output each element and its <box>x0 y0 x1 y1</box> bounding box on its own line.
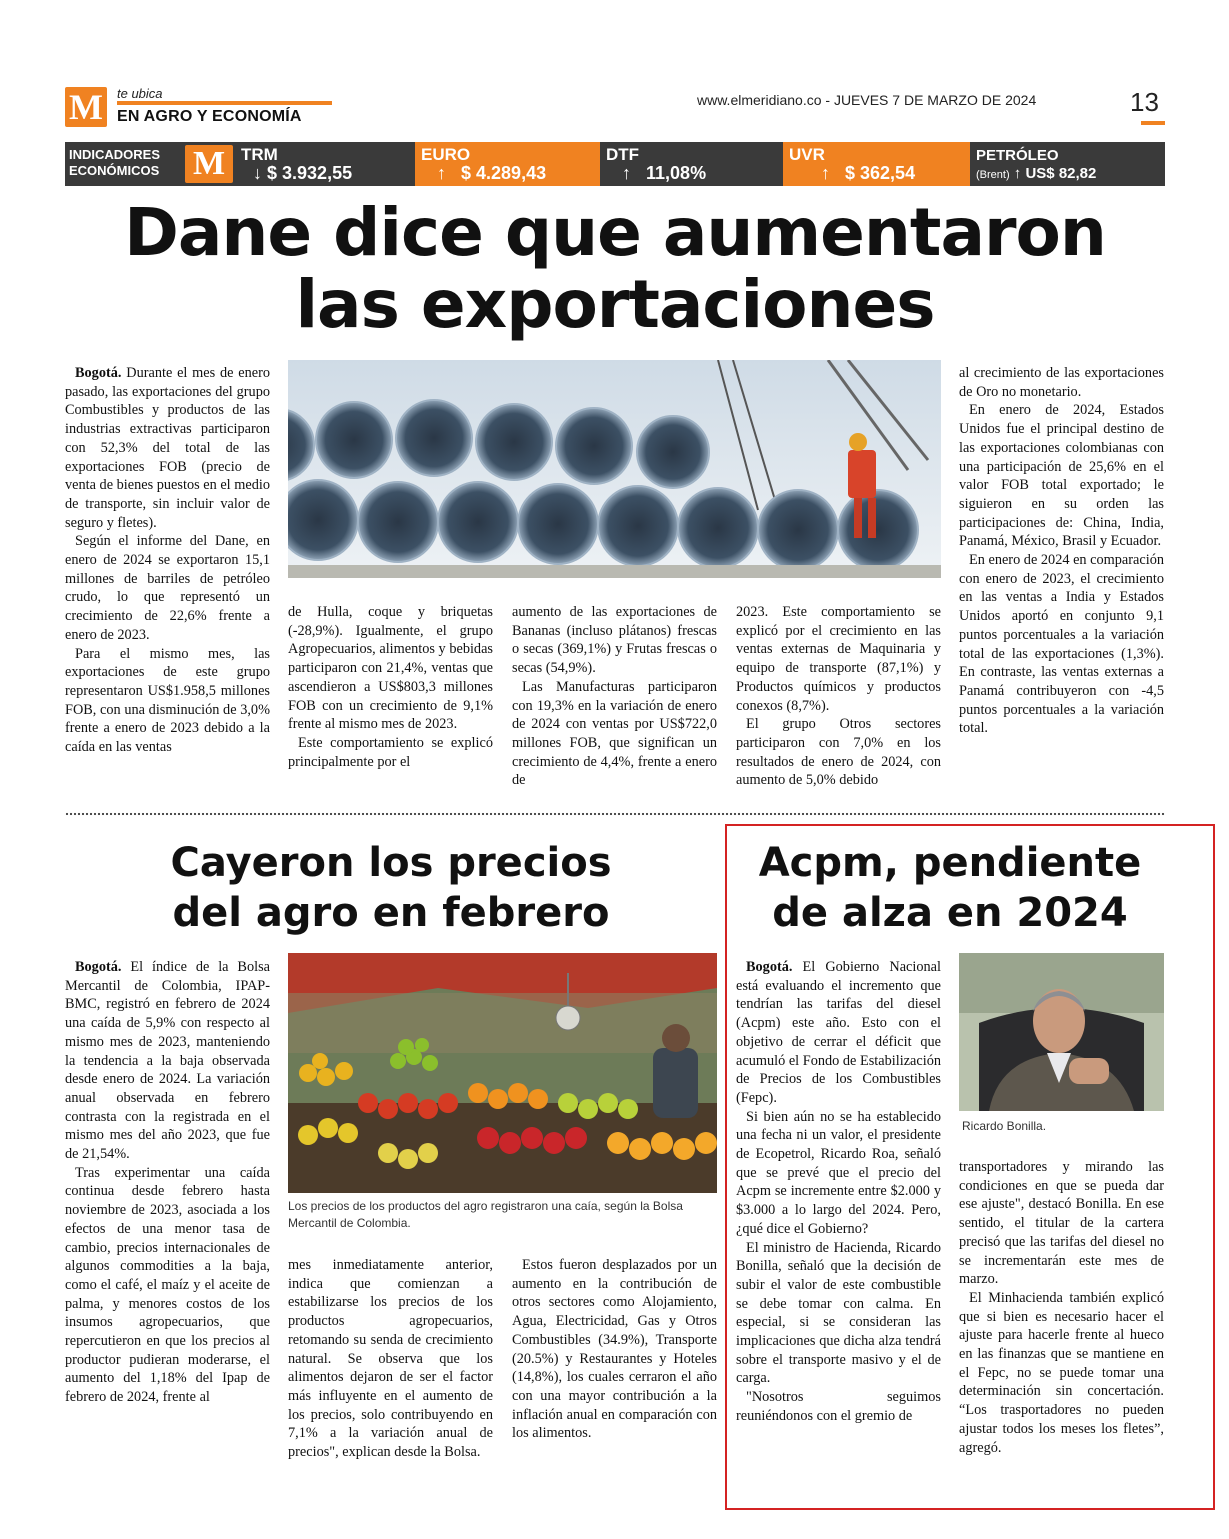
indicator-value-row <box>976 165 1096 182</box>
indicators-label-line2: ECONÓMICOS <box>69 163 160 178</box>
article3-headline-line1: Acpm, pendiente <box>758 840 1142 886</box>
indicator-value-row <box>622 163 706 184</box>
indicator-uvr <box>783 142 970 186</box>
indicator-dtf <box>600 142 783 186</box>
indicator-value: US$ 82,82 <box>1025 165 1097 182</box>
article2-col1 <box>65 958 270 1407</box>
article3-headline-line2: de alza en 2024 <box>772 890 1128 936</box>
portrait-caption: Ricardo Bonilla. <box>962 1119 1047 1133</box>
article2-col1-p1: El índice de la Bolsa Mercantil de Colombia, IPAP-BMC, registró en febrero de 2024 una caída de 5,9% con respecto al mismo mes de 2023, manteniendo la tendencia a la baja observada desde enero de 2024. La variación anual observada en febrero contrasta con la registrada en el mismo mes del año 2023, que fue de 21,54%. <box>65 959 270 1163</box>
article1-col3 <box>512 603 717 790</box>
article1-col3-p1: aumento de las exportaciones de Bananas (incluso plátanos) frescas o secas (369,1%) y Frutas frescas o secas (54,9%). <box>512 604 717 677</box>
indicator-name: PETRÓLEO <box>976 147 1059 164</box>
indicator-value: 11,08% <box>646 163 707 183</box>
indicators-bar <box>65 142 1165 186</box>
article2-headline <box>65 838 717 938</box>
article1-headline-line2: las exportaciones <box>295 266 935 343</box>
article1-col4 <box>736 603 941 790</box>
indicator-value: $ 362,54 <box>845 163 916 183</box>
article3-col2 <box>959 1158 1164 1457</box>
article1-col1-p2: Según el informe del Dane, en enero de 2024 se exportaron 15,1 millones de barriles de petróleo crudo, lo que representó un crecimiento de 22,6% frente a enero de 2023. <box>65 533 270 643</box>
article1-col4-p2: El grupo Otros sectores participaron con 7,0% en los resultados de enero de 2024, con aumento de 5,0% debido <box>736 716 941 789</box>
portrait-photo <box>959 953 1164 1111</box>
indicator-euro <box>415 142 600 186</box>
article3-col1-p2: Si bien aún no se ha establecido una fecha ni un valor, el presidente de Ecopetrol, Ricardo Roa, señaló que se prevé que el precio del Acpm se incremente entre $2.000 y $3.000 a lo largo del 2024. Pero, ¿qué dice el Gobierno? <box>736 1108 941 1237</box>
article3-location: Bogotá. <box>746 959 793 975</box>
section-tagline: te ubica <box>117 86 163 101</box>
section-logo: M <box>65 87 107 127</box>
indicators-label-line1: INDICADORES <box>69 147 161 162</box>
indicator-trm <box>235 142 415 186</box>
article2-location: Bogotá. <box>75 959 122 975</box>
article1-col5-p1: al crecimiento de las exportaciones de Oro no monetario. <box>959 365 1164 400</box>
article1-col5 <box>959 364 1164 738</box>
article1-col2-p2: Este comportamiento se explicó principalmente por el <box>288 734 493 770</box>
article2-col2-p1: mes inmediatamente anterior, indica que comienzan a estabilizarse los precios de los productos agropecuarios, retomando su senda de crecimiento natural. Se observa que los alimentos dejaron de ser el factor más influyente en el aumento de los precios, solo contribuyendo en 7,1% a la variación anual de precios", explican desde la Bolsa. <box>288 1257 493 1461</box>
indicators-logo: M <box>185 145 233 183</box>
article1-col3-p2: Las Manufacturas participaron con 19,3% en la variación de enero de 2024 con ventas por US$722,0 millones FOB, que significan un crecimiento de 4,4%, frente a enero de <box>512 678 717 789</box>
section-title: EN AGRO Y ECONOMÍA <box>117 108 302 125</box>
article3-col1-p4: "Nosotros seguimos reuniéndonos con el gremio de <box>736 1389 941 1424</box>
article1-col4-p1: 2023. Este comportamiento se explicó por el crecimiento en las ventas externas de Maquinaria y equipo de transporte (87,1%) y Productos químicos y productos conexos (8,7%). <box>736 604 941 714</box>
article2-col3-p1: Estos fueron desplazados por un aumento en la contribución de otros sectores como Alojamiento, Agua, Electricidad, Gas y Otros Combustibles (34.9%), Transporte (20.5%) y Restaurantes y Hoteles (14,8%), los cuales cerraron el año con una mayor contribución a la inflación anual en comparación con los alimentos. <box>512 1257 717 1442</box>
indicator-value: $ 4.289,43 <box>461 163 547 183</box>
indicator-name: DTF <box>606 145 640 164</box>
indicator-name: UVR <box>789 145 825 164</box>
article1-col2 <box>288 603 493 771</box>
article1-location: Bogotá. <box>75 365 122 381</box>
article3-col1-p3: El ministro de Hacienda, Ricardo Bonilla, señaló que la decisión de subir el valor de este combustible se debe tomar con calma. En especial, si se consideran las implicaciones que dicha alza tendrá sobre el transporte masivo y el de carga. <box>736 1239 941 1387</box>
article3-col1 <box>736 958 941 1426</box>
indicator-value-row <box>253 163 352 184</box>
indicator-value-row <box>821 163 915 184</box>
arrow-up-icon: ↑ <box>821 163 830 183</box>
arrow-up-icon: ↑ <box>1013 165 1022 182</box>
arrow-up-icon: ↑ <box>622 163 631 183</box>
article2-col2 <box>288 1256 493 1462</box>
pipes-photo <box>288 360 941 578</box>
arrow-down-icon: ↓ <box>253 163 262 183</box>
article1-col5-p3: En enero de 2024 en comparación con enero de 2023, el crecimiento en las ventas a India y Estados Unidos aportó en conjunto 9,1 puntos porcentuales a la variación total de las exportaciones (1,3%). En contraste, las ventas externas a Panamá contribuyeron con -4,5 puntos porcentuales a la variación total. <box>959 552 1164 737</box>
article1-col5-p2: En enero de 2024, Estados Unidos fue el principal destino de las exportaciones colombianas con una participación de 25,6% en el valor FOB total exportado; le siguieron en su orden las participaciones de: China, India, Panamá, México, Brasil y Ecuador. <box>959 402 1164 550</box>
article2-col3 <box>512 1256 717 1443</box>
page-number: 13 <box>1130 87 1159 117</box>
article3-col1-p1: El Gobierno Nacional está evaluando el incremento que tendrían las tarifas del diesel (Acpm) este año. Esto con el objetivo de cerrar el déficit que acumuló el Fondo de Estabilización de Precios de los Combustibles (Fepc). <box>736 959 941 1106</box>
article2-col1-p2: Tras experimentar una caída continua desde febrero hasta noviembre de 2023, asociada a los efectos de una menor tasa de cambio, precios internacionales de algunos commodities a la baja, como el café, el maíz y el aceite de palma, y menores costos de los insumos agropecuarios, que repercutieron en que los precios al productor pudieran moderarse, el aumento del 1,18% del Ipap de febrero de 2024, frente al <box>65 1164 270 1406</box>
indicator-name: TRM <box>241 145 278 164</box>
indicator-name: EURO <box>421 145 471 164</box>
article3-col2-p1: transportadores y mirando las condiciones en que se pueda dar ese ajuste", destacó Bonilla. En ese sentido, el titular de la cartera precisó que las tarifas del diesel no se incrementarán este mes de marzo. <box>959 1159 1164 1288</box>
article3-headline <box>730 838 1170 938</box>
article1-headline-line1: Dane dice que aumentaron <box>124 194 1106 271</box>
article1-col2-p1: de Hulla, coque y briquetas (-28,9%). Igualmente, el grupo Agropecuarios, alimentos y bebidas participaron con 21,4%, ventas que ascendieron a US$803,3 millones FOB con un crecimiento de 9,1% frente al mismo mes de 2023. <box>288 604 493 733</box>
market-photo-caption: Los precios de los productos del agro registraron una caía, según la Bolsa Mercantil de Colombia. <box>288 1199 683 1230</box>
article2-headline-line2: del agro en febrero <box>172 890 610 936</box>
article3-col2-p2: El Minhacienda también explicó que si bien es necesario hacer el ajuste para hacerle frente al hueco en las finanzas que se mantiene en el Fepc, no se puede tomar una determinación sin concertación. “Los trasportadores no pueden ajustar todos los meses los fletes”, agregó. <box>959 1289 1164 1456</box>
arrow-up-icon: ↑ <box>437 163 446 183</box>
market-photo <box>288 953 717 1193</box>
section-divider <box>65 812 1165 816</box>
section-rule <box>117 101 332 105</box>
indicators-label <box>65 142 183 186</box>
indicator-value: $ 3.932,55 <box>267 163 353 183</box>
indicator-sub: (Brent) <box>976 169 1010 181</box>
indicator-petroleo <box>970 142 1165 186</box>
indicator-value-row <box>437 163 546 184</box>
article1-col1 <box>65 364 270 757</box>
article2-headline-line1: Cayeron los precios <box>170 840 612 886</box>
page-number-rule <box>1141 121 1165 125</box>
article1-col1-p3: Para el mismo mes, las exportaciones de este grupo representaron US$1.958,5 millones FOB, con una disminución de 3,0% frente a enero de 2023 debido a la caída en las ventas <box>65 645 270 756</box>
date-line: www.elmeridiano.co - JUEVES 7 DE MARZO DE 2024 <box>697 92 1037 108</box>
article1-col1-p1: Durante el mes de enero pasado, las exportaciones del grupo Combustibles y productos de las industrias extractivas participaron con 52,3% del total de las exportaciones FOB (precio de venta de bienes puestos en el medio de transporte, sin incluir valor de seguro y fletes). <box>65 365 270 531</box>
article1-headline <box>65 194 1165 343</box>
